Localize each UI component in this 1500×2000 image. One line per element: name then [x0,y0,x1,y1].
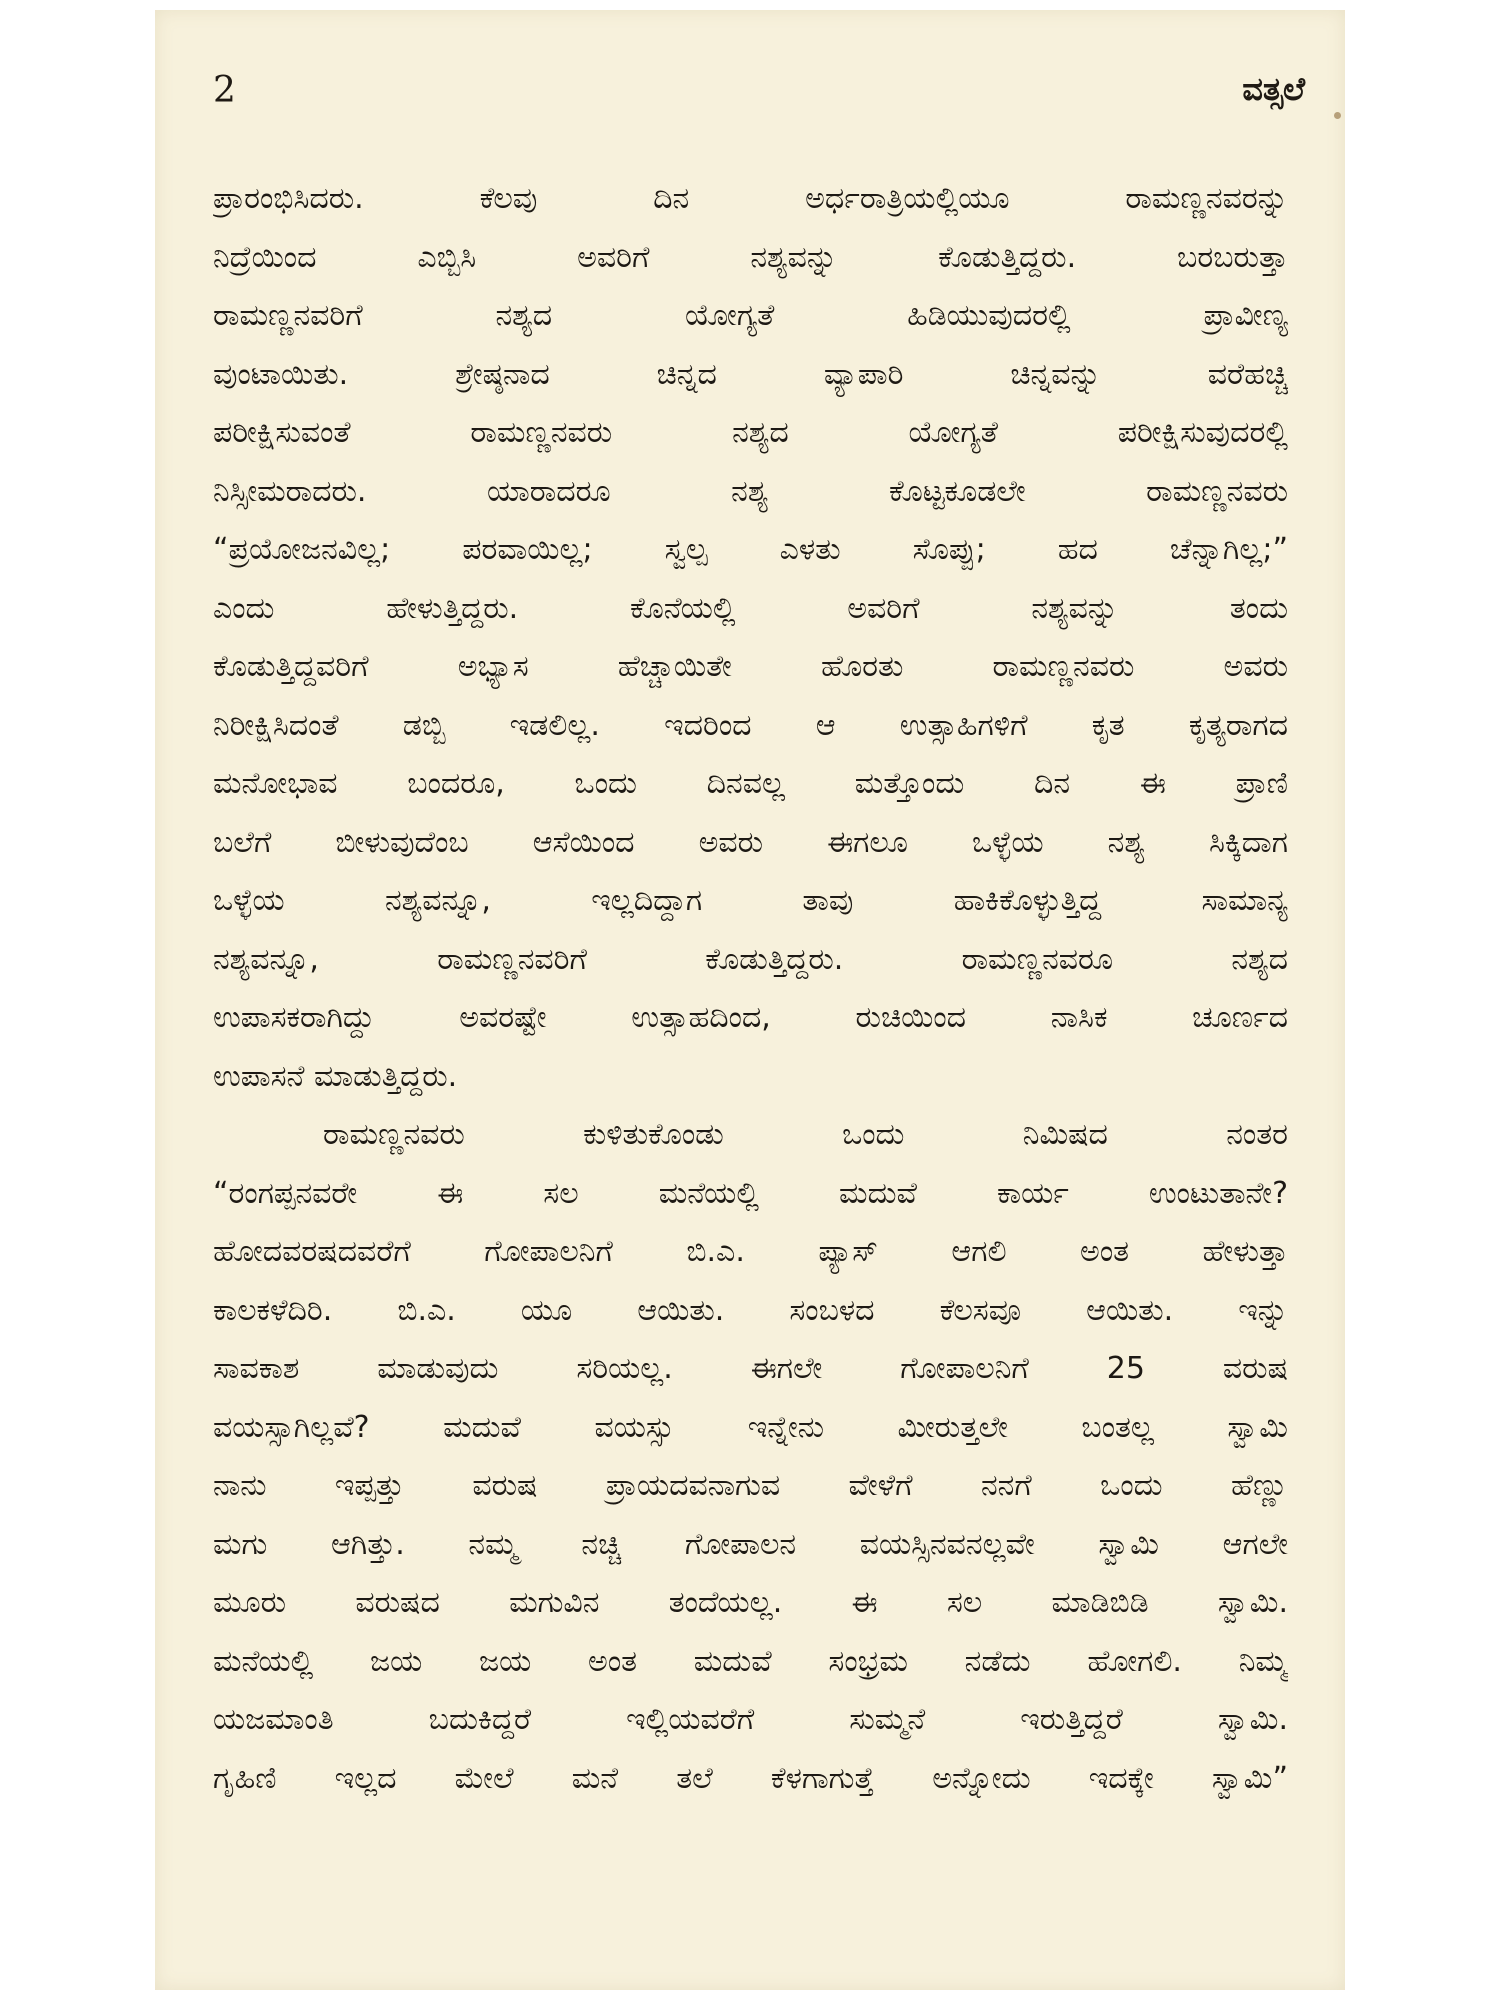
text-line: ನಶ್ಯವನ್ನೂ, ರಾಮಣ್ಣನವರಿಗೆ ಕೊಡುತ್ತಿದ್ದರು. ರಾಮಣ್ಣನವರೂ ನಶ್ಯದ [213,941,1288,977]
text-line: ಮನೋಭಾವ ಬಂದರೂ, ಒಂದು ದಿನವಲ್ಲ ಮತ್ತೊಂದು ದಿನ ಈ ಪ್ರಾಣಿ [213,766,1288,801]
text-line: ನಿರೀಕ್ಷಿಸಿದಂತೆ ಡಬ್ಬಿ ಇಡಲಿಲ್ಲ. ಇದರಿಂದ ಆ ಉತ್ಸಾಹಿಗಳಿಗೆ ಕೃತ ಕೃತ್ಯರಾಗದ [213,707,1288,743]
text-line: ಮೂರು ವರುಷದ ಮಗುವಿನ ತಂದೆಯಲ್ಲ. ಈ ಸಲ ಮಾಡಿಬಿಡಿ ಸ್ವಾಮಿ. [213,1585,1288,1620]
page-number: 2 [213,70,236,111]
paragraph-1 [213,170,1288,1106]
text-line: ವುಂಟಾಯಿತು. ಶ್ರೇಷ್ಠನಾದ ಚಿನ್ನದ ವ್ಯಾಪಾರಿ ಚಿನ್ನವನ್ನು ವರೆಹಚ್ಚಿ [213,356,1288,392]
text-line: ವಯಸ್ಸಾಗಿಲ್ಲವೆ? ಮದುವೆ ವಯಸ್ಸು ಇನ್ನೇನು ಮೀರುತ್ತಲೇ ಬಂತಲ್ಲ ಸ್ವಾಮಿ [213,1409,1288,1445]
text-line: ಮನೆಯಲ್ಲಿ ಜಯ ಜಯ ಅಂತ ಮದುವೆ ಸಂಭ್ರಮ ನಡೆದು ಹೋಗಲಿ. ನಿಮ್ಮ [213,1643,1288,1679]
text-line: ಯಜಮಾಂತಿ ಬದುಕಿದ್ದರೆ ಇಲ್ಲಿಯವರೆಗೆ ಸುಮ್ಮನೆ ಇರುತ್ತಿದ್ದರೆ ಸ್ವಾಮಿ. [213,1702,1288,1737]
text-line: ರಾಮಣ್ಣನವರು ಕುಳಿತುಕೊಂಡು ಒಂದು ನಿಮಿಷದ ನಂತರ [323,1117,1288,1152]
text-line: ಮಗು ಆಗಿತ್ತು. ನಮ್ಮ ನಚ್ಚಿ ಗೋಪಾಲನ ವಯಸ್ಸಿನವನಲ್ಲವೇ ಸ್ವಾಮಿ ಆಗಲೇ [213,1526,1288,1562]
text-line: ರಾಮಣ್ಣನವರಿಗೆ ನಶ್ಯದ ಯೋಗ್ಯತೆ ಹಿಡಿಯುವುದರಲ್ಲಿ ಪ್ರಾವೀಣ್ಯ [213,298,1288,333]
text-line: “ಪ್ರಯೋಜನವಿಲ್ಲ; ಪರವಾಯಿಲ್ಲ; ಸ್ವಲ್ಪ ಎಳತು ಸೊಪ್ಪು; ಹದ ಚೆನ್ನಾಗಿಲ್ಲ;” [213,532,1288,567]
text-line: ನಿದ್ರೆಯಿಂದ ಎಬ್ಬಿಸಿ ಅವರಿಗೆ ನಶ್ಯವನ್ನು ಕೊಡುತ್ತಿದ್ದರು. ಬರಬರುತ್ತಾ [213,239,1288,275]
text-line: ಎಂದು ಹೇಳುತ್ತಿದ್ದರು. ಕೊನೆಯಲ್ಲಿ ಅವರಿಗೆ ನಶ್ಯವನ್ನು ತಂದು [213,590,1288,626]
text-line: ನಾನು ಇಪ್ಪತ್ತು ವರುಷ ಪ್ರಾಯದವನಾಗುವ ವೇಳೆಗೆ ನನಗೆ ಒಂದು ಹೆಣ್ಣು [213,1468,1288,1503]
text-line: ಉಪಾಸಕರಾಗಿದ್ದು ಅವರಷ್ಟೇ ಉತ್ಸಾಹದಿಂದ, ರುಚಿಯಿಂದ ನಾಸಿಕ ಚೂರ್ಣದ [213,1000,1288,1035]
text-line: “ರಂಗಪ್ಪನವರೇ ಈ ಸಲ ಮನೆಯಲ್ಲಿ ಮದುವೆ ಕಾರ್ಯ ಉಂಟುತಾನೇ? [213,1175,1288,1211]
text-line: ಪರೀಕ್ಷಿಸುವಂತೆ ರಾಮಣ್ಣನವರು ನಶ್ಯದ ಯೋಗ್ಯತೆ ಪರೀಕ್ಷಿಸುವುದರಲ್ಲಿ [213,415,1288,450]
text-line: ಬಲೆಗೆ ಬೀಳುವುದೆಂಬ ಆಸೆಯಿಂದ ಅವರು ಈಗಲೂ ಒಳ್ಳೆಯ ನಶ್ಯ ಸಿಕ್ಕಿದಾಗ [213,824,1288,860]
text-line: ಉಪಾಸನೆ ಮಾಡುತ್ತಿದ್ದರು. [213,1058,458,1094]
paragraph-2 [213,1106,1288,1808]
text-line: ಕಾಲಕಳೆದಿರಿ. ಬಿ.ಎ. ಯೂ ಆಯಿತು. ಸಂಬಳದ ಕೆಲಸವೂ ಆಯಿತು. ಇನ್ನು [213,1292,1288,1328]
text-line: ಕೊಡುತ್ತಿದ್ದವರಿಗೆ ಅಭ್ಯಾಸ ಹೆಚ್ಚಾಯಿತೇ ಹೊರತು ರಾಮಣ್ಣನವರು ಅವರು [213,649,1288,684]
running-head: ವತ್ಸಲೆ [1242,70,1305,108]
text-line: ಹೋದವರಷದವರೆಗೆ ಗೋಪಾಲನಿಗೆ ಬಿ.ಎ. ಪ್ಯಾಸ್ ಆಗಲಿ ಅಂತ ಹೇಳುತ್ತಾ [213,1234,1288,1269]
body-text [213,170,1288,1808]
text-line: ಸಾವಕಾಶ ಮಾಡುವುದು ಸರಿಯಲ್ಲ. ಈಗಲೇ ಗೋಪಾಲನಿಗೆ 25 ವರುಷ [213,1351,1288,1386]
text-line: ಒಳ್ಳೆಯ ನಶ್ಯವನ್ನೂ, ಇಲ್ಲದಿದ್ದಾಗ ತಾವು ಹಾಕಿಕೊಳ್ಳುತ್ತಿದ್ದ ಸಾಮಾನ್ಯ [213,883,1288,918]
ink-spot [1334,112,1341,119]
book-page [155,10,1345,1990]
text-line: ನಿಸ್ಸೀಮರಾದರು. ಯಾರಾದರೂ ನಶ್ಯ ಕೊಟ್ಟಕೂಡಲೇ ರಾಮಣ್ಣನವರು [213,473,1288,509]
text-line: ಪ್ರಾರಂಭಿಸಿದರು. ಕೆಲವು ದಿನ ಅರ್ಧರಾತ್ರಿಯಲ್ಲಿಯೂ ರಾಮಣ್ಣನವರನ್ನು [213,181,1288,216]
text-line: ಗೃಹಿಣಿ ಇಲ್ಲದ ಮೇಲೆ ಮನೆ ತಲೆ ಕೆಳಗಾಗುತ್ತೆ ಅನ್ನೋದು ಇದಕ್ಕೇ ಸ್ವಾಮಿ” [213,1760,1288,1796]
